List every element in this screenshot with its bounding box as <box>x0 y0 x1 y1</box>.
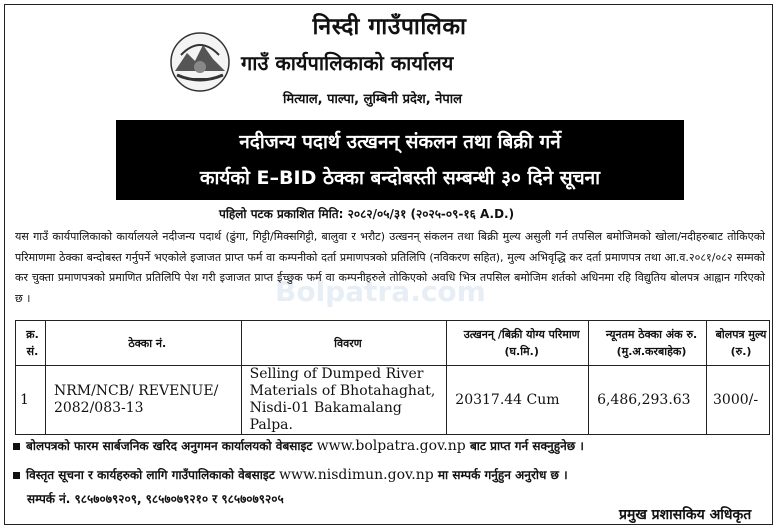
nisdimun-link[interactable]: www.nisdimun.gov.np <box>279 467 434 483</box>
table-row <box>16 366 770 435</box>
cell-bid-fee: 3000/- <box>707 366 770 435</box>
contact-numbers: सम्पर्क नं. ९८५७०७९२०९, ९८५७०७९२१० र ९८५७०७९२०५ <box>27 492 284 506</box>
notice-title-line-1: नदीजन्य पदार्थ उत्खनन् संकलन तथा बिक्री गर्ने <box>239 131 561 153</box>
header-min-amount: न्यूनतम ठेक्का अंक रु. (मु.अ.करबाहेक) <box>589 321 707 366</box>
header-description: विवरण <box>241 321 447 366</box>
notice-title-banner <box>116 120 684 200</box>
table-header-row <box>16 321 770 366</box>
note-2-text: विस्तृत सूचना र कार्यहरुको लागि गाउँपालिकाको वेबसाइट <box>26 468 275 482</box>
notice-page <box>4 4 773 525</box>
bullet-icon <box>13 472 20 479</box>
header-bid-fee: बोलपत्र मुल्य (रु.) <box>707 321 770 366</box>
note-bolpatra <box>13 437 584 454</box>
signatory-title: प्रमुख प्रशासकिय अधिकृत <box>619 507 752 523</box>
bolpatra-link[interactable]: www.bolpatra.gov.np <box>316 438 466 454</box>
note-1-text: बोलपत्रको फारम सार्बजनिक खरिद अनुगमन कार्यालयको वेबसाइट <box>26 439 313 453</box>
header-contract-no: ठेक्का नं. <box>45 321 241 366</box>
bullet-icon <box>13 443 20 450</box>
notice-body: यस गाउँ कार्यपालिकाको कार्यालयले नदीजन्य पदार्थ (ढुंगा, गिट्टी/मिक्सगिट्टी, बालुवा र भरौट) उत्खनन् संकलन तथा बिक्री मुल्य असुली गर्न तपसिल बमोजिमको खोला/नदीहरुबाट तोकिएको परिमाणमा ठेक्का बन्दोबस्त गर्नुपर्ने भएकोले इजाजत प्राप्त फर्म वा कम्पनीको दर्ता प्रमाणपत्रको प्रतिलिपि (नविकरण सहित), मुल्य अभिवृद्धि कर दर्ता प्रमाणपत्र तथा आ.व.२०८१/०८२ सम्मको कर चुक्ता प्रमाणपत्रको प्रमाणित प्रतिलिपि पेश गरी इजाजत प्राप्त ईच्छुक फर्म वा कम्पनीहरुले तोकिएको अवधि भित्र तपसिल बमोजिम शर्तको अधिनमा रहि विद्युतिय बोलपत्र आह्वान गरिएको छ । <box>15 230 765 305</box>
watermark: Bolpatra.com <box>275 275 486 308</box>
contract-table <box>15 320 770 435</box>
note-1-suffix: बाट प्राप्त गर्न सक्नुहुनेछ । <box>469 439 584 453</box>
notice-title-line-2: कार्यको E–BID ठेक्का बन्दोबस्ती सम्बन्धी ३० दिने सूचना <box>199 167 601 189</box>
published-date: पहिलो पटक प्रकाशित मिति: २०८२/०५/३१ (२०२५-०९-१६ A.D.) <box>219 207 515 221</box>
note-2-suffix: मा सम्पर्क गर्नुहुन अनुरोध छ । <box>437 468 568 482</box>
note-website <box>13 466 568 483</box>
office-address: मित्याल, पाल्पा, लुम्बिनी प्रदेश, नेपाल <box>283 92 462 107</box>
office-name: गाउँ कार्यपालिकाको कार्यालय <box>241 51 454 75</box>
header-quantity: उत्खनन् /बिक्री योग्य परिमाण (घ.मि.) <box>447 321 589 366</box>
cell-description: Selling of Dumped River Materials of Bhotahaghat, Nisdi-01 Bakamalang Palpa. <box>241 366 447 435</box>
cell-quantity: 20317.44 Cum <box>447 366 589 435</box>
municipality-name: निस्दी गाउँपालिका <box>312 14 467 40</box>
cell-min-amount: 6,486,293.63 <box>589 366 707 435</box>
header-sn: क्र. सं. <box>16 321 46 366</box>
cell-contract-no: NRM/NCB/ REVENUE/ 2082/083-13 <box>45 366 241 435</box>
cell-sn: 1 <box>16 366 46 435</box>
